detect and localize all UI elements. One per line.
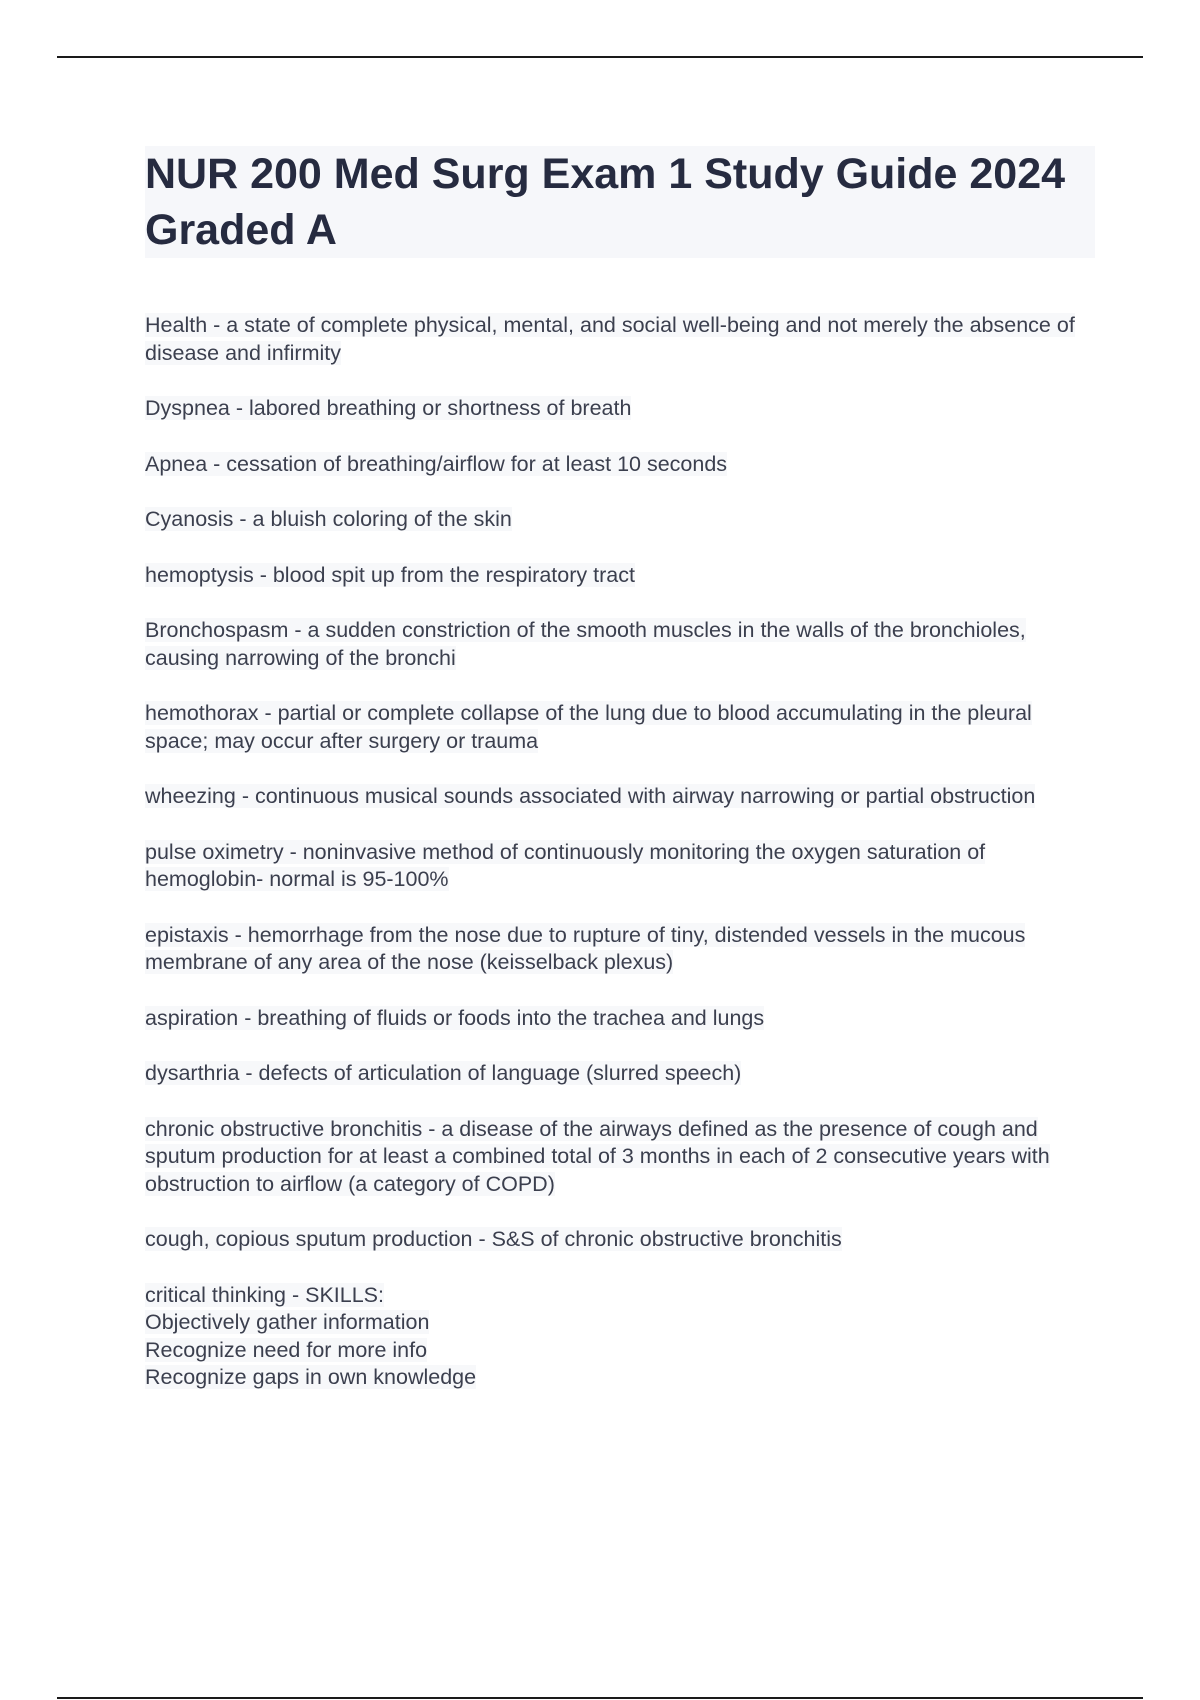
entry-text: Health - a state of complete physical, mental, and social well-being and not merely the absence of disease and infirmity [145,313,1075,365]
entry-text: dysarthria - defects of articulation of language (slurred speech) [145,1061,742,1085]
entry-text: cough, copious sputum production - S&S of chronic obstructive bronchitis [145,1227,842,1251]
entry-dysarthria [145,1060,1095,1088]
entry-critical-thinking [145,1282,1095,1392]
entry-text: Dyspnea - labored breathing or shortness of breath [145,396,632,420]
entry-text: hemoptysis - blood spit up from the respiratory tract [145,562,635,587]
entry-health [145,312,1095,367]
document-title: NUR 200 Med Surg Exam 1 Study Guide 2024 Graded A [145,146,1095,258]
entry-epistaxis [145,922,1095,977]
entry-wheezing [145,783,1095,811]
entry-apnea [145,451,1095,479]
document-body [145,146,1095,1420]
bottom-rule [57,1697,1143,1699]
entry-chronic-obstructive-bronchitis [145,1116,1095,1199]
entry-text: hemothorax - partial or complete collapse of the lung due to blood accumulating in the pleural space; may occur after surgery or trauma [145,701,1032,753]
entry-text: chronic obstructive bronchitis - a disease of the airways defined as the presence of cough and sputum production for at least a combined total of 3 months in each of 2 consecutive years with obstruction to airflow (a category of COPD) [145,1116,1050,1196]
entry-bronchospasm [145,617,1095,672]
entry-text: wheezing - continuous musical sounds associated with airway narrowing or partial obstruction [145,784,1036,808]
entry-text: Apnea - cessation of breathing/airflow for at least 10 seconds [145,451,728,476]
entry-text: aspiration - breathing of fluids or foods into the trachea and lungs [145,1005,765,1030]
entry-text: critical thinking - SKILLS: Objectively gather information Recognize need for more info Recognize gaps in own knowledge [145,1282,477,1389]
entry-hemoptysis [145,562,1095,590]
entry-text: pulse oximetry - noninvasive method of continuously monitoring the oxygen saturation of hemoglobin- normal is 95-100% [145,839,986,891]
entry-hemothorax [145,700,1095,755]
entry-cyanosis [145,506,1095,534]
entry-text: Cyanosis - a bluish coloring of the skin [145,507,512,531]
entry-dyspnea [145,395,1095,423]
top-rule [57,56,1143,58]
entry-cough-sputum [145,1226,1095,1254]
entry-text: epistaxis - hemorrhage from the nose due to rupture of tiny, distended vessels in the mucous membrane of any area of the nose (keisselback plexus) [145,922,1026,974]
entry-pulse-oximetry [145,839,1095,894]
entry-aspiration [145,1005,1095,1033]
entry-text: Bronchospasm - a sudden constriction of the smooth muscles in the walls of the bronchioles, causing narrowing of the bronchi [145,618,1026,670]
